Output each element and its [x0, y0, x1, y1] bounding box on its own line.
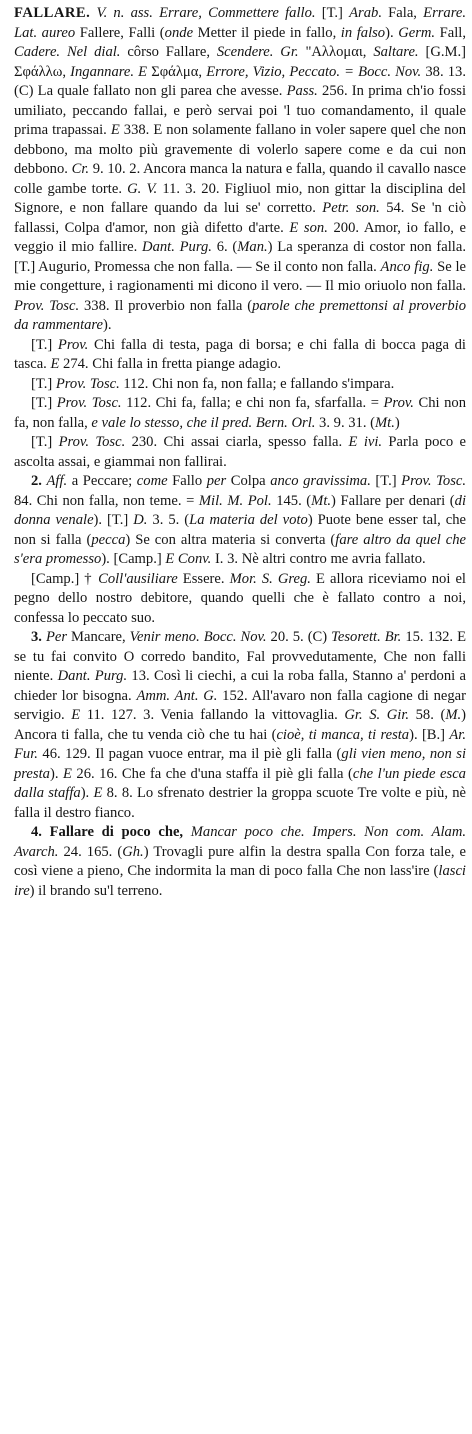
sense-4-paragraph	[14, 823, 466, 901]
text-run: ). [T.]	[93, 512, 134, 528]
italic-run: Ingannare. E	[70, 63, 148, 80]
italic-run: Anco fig.	[380, 258, 434, 275]
italic-run: Prov. Tosc.	[58, 434, 126, 450]
text-run: 15. 132. E se tu fai convito O corredo bandito, Fal provvedutamente, Che non falli niente.	[14, 629, 466, 684]
italic-run: Prov.	[57, 336, 89, 353]
headword: FALLARE.	[14, 5, 91, 21]
italic-run: E ivi.	[348, 434, 383, 450]
proverb-paragraph	[14, 433, 466, 472]
italic-run: lasci ire	[14, 863, 466, 899]
text-run: Se le mie congetture, i ragionamenti mi dicono il vero. — Il mio oriuolo non falla.	[14, 258, 466, 294]
italic-run: Gh.	[122, 843, 144, 860]
text-run: I. 3. Nè altri contro me avria fallato.	[211, 551, 426, 567]
italic-run: Gr. S. Gir.	[344, 707, 410, 723]
text-run: [T.]	[31, 336, 58, 353]
text-run: [G.M.] Σφάλλω,	[14, 44, 466, 80]
italic-run: D.	[133, 512, 148, 528]
sense-2-paragraph	[14, 472, 466, 570]
italic-run: che l'un piede esca dalla staffa	[14, 765, 466, 801]
text-run: 3. 5. (	[147, 512, 190, 528]
text-run: Metter il piede in fallo,	[193, 24, 341, 41]
text-run: 26. 16. Che fa che d'una staffa il piè gli falla (	[71, 765, 353, 782]
text-run: 46. 129. Il pagan vuoce entrar, ma il piè gli falla (	[37, 746, 342, 762]
italic-run: Pass.	[286, 83, 318, 99]
italic-run: Cr.	[71, 161, 90, 177]
italic-run: Tesorett. Br.	[331, 629, 402, 645]
italic-run: La materia del voto	[189, 512, 308, 528]
italic-run: V. n. ass. Errare, Commettere fallo.	[96, 5, 316, 21]
text-run: Chi falla di testa, paga di borsa; e chi falla di bocca paga di tasca.	[14, 336, 466, 372]
text-run: ) Ancora ti falla, che tu venda ciò che tu hai (	[14, 707, 466, 743]
italic-run: di donna venale	[14, 492, 466, 528]
text-run: [T.]	[31, 375, 56, 392]
text-run: 6. (	[211, 239, 238, 255]
text-run: 152. All'avaro non falla cagione di negar servigio.	[14, 687, 466, 723]
text-run: ).	[80, 785, 94, 801]
italic-run: Errare. Lat. aureo	[14, 5, 466, 41]
text-run: [T.]	[31, 434, 59, 450]
italic-run: Saltare.	[373, 44, 419, 60]
italic-run: E Conv.	[165, 551, 212, 567]
italic-run: Arab.	[349, 5, 382, 21]
italic-run: Amm. Ant. G.	[136, 687, 218, 704]
text-run: Fala,	[381, 5, 424, 21]
text-run: Mancare,	[67, 629, 130, 645]
text-run: 230. Chi assai ciarla, spesso falla.	[125, 434, 349, 450]
italic-run: Dant. Purg.	[57, 668, 128, 684]
italic-run: E	[71, 707, 81, 723]
italic-run: Scendere. Gr.	[216, 44, 299, 60]
text-run: 200. Amor, io fallo, e veggio il mio fallire.	[14, 219, 467, 255]
entry-definition-paragraph	[14, 4, 466, 336]
italic-run: cioè, ti manca, ti resta	[276, 726, 410, 743]
italic-run: gli vien meno, non si presta	[14, 746, 466, 782]
italic-run: Ar. Fur.	[14, 726, 466, 762]
text-run: Σφάλμα,	[147, 63, 207, 80]
bold-run: 4. Fallare di poco che,	[31, 824, 191, 840]
text-run: ).	[103, 317, 112, 333]
text-run: ) Se con altra materia si converta (	[125, 531, 336, 548]
proverb-paragraph	[14, 375, 466, 395]
text-run: a Peccare;	[67, 473, 137, 489]
italic-run: Errore, Vizio, Peccato. = Bocc. Nov.	[206, 63, 422, 80]
italic-run: Coll'ausiliare	[98, 570, 178, 587]
italic-run: Mt.	[311, 492, 332, 509]
text-run: Fallo	[167, 473, 207, 489]
text-run: 84. Chi non falla, non teme. =	[14, 492, 199, 509]
text-run: ) Trovagli pure alfin la destra spalla Con forza tale, e così viene a pieno, Che indormita la man di poco falla Che non lass'ire (	[14, 843, 467, 879]
text-run: côrso Fallare,	[120, 44, 217, 60]
text-run: ). [Camp.]	[101, 551, 166, 567]
italic-run: Aff.	[46, 473, 68, 489]
text-run: ) Puote bene esser tal, che non si falla (	[14, 512, 467, 548]
bold-run: 3.	[31, 629, 46, 645]
text-run: ). [B.]	[409, 726, 450, 743]
text-run: 58. (	[409, 707, 446, 723]
italic-run: anco gravissima.	[270, 473, 371, 489]
italic-run: per	[206, 473, 227, 489]
italic-run: Prov. Tosc.	[55, 375, 120, 392]
text-run: ).	[385, 24, 399, 41]
text-run: 256. In prima ch'io fossi umiliato, peccando fallai, e però servai poi 'l tuo comandamento, il quale prima trapassai.	[14, 83, 466, 138]
text-run: 3. 9. 31. (	[315, 414, 375, 431]
italic-run: Cadere. Nel dial.	[14, 44, 121, 60]
text-run: 112. Chi fa, falla; e chi non fa, sfarfalla. =	[121, 395, 384, 411]
italic-run: E	[93, 785, 103, 801]
italic-run: Germ.	[398, 24, 436, 41]
italic-run: Petr. son.	[322, 200, 380, 216]
italic-run: Prov. Tosc.	[56, 395, 122, 411]
italic-run: E	[50, 356, 60, 372]
text-run: 38. 13. (C) La quale fallato non gli parea che avesse.	[14, 63, 466, 99]
text-run: 112. Chi non fa, non falla; e fallando s'impara.	[119, 375, 395, 392]
text-run: 145. (	[271, 492, 312, 509]
italic-run: Venir meno. Bocc. Nov.	[129, 629, 267, 645]
italic-run: Man.	[237, 239, 268, 255]
text-run: Colpa	[226, 473, 271, 489]
italic-run: parole che premettonsi al proverbio da rammentare	[14, 297, 467, 333]
italic-run: in falso	[340, 24, 386, 41]
italic-run: Prov. Tosc.	[14, 297, 80, 314]
text-run: Essere.	[177, 570, 230, 587]
text-run: ) Fallare per denari (	[331, 492, 455, 509]
text-run: [T.]	[370, 473, 402, 489]
text-run: 13. Così li ciechi, a cui la roba falla, Stanno a' perdoni a chieder lor bisogna.	[14, 668, 467, 704]
italic-run: E	[62, 765, 72, 782]
text-run: 11. 127. 3. Venia fallando la vittovaglia.	[80, 707, 345, 723]
italic-run: Mor. S. Greg.	[229, 570, 311, 587]
text-run: Fallere, Falli (	[75, 24, 165, 41]
italic-run: pecca	[91, 531, 126, 548]
text-run: 338. E non solamente fallano in voler sapere quel che non debbono, ma molto più gravemente di volerlo sapere come e da cui non debbono.	[14, 122, 466, 177]
italic-run: Mancar poco che. Impers. Non com. Alam. Avarch.	[14, 824, 467, 860]
text-run: 274. Chi falla in fretta piange adagio.	[59, 356, 282, 372]
text-run: 20. 5. (C)	[266, 629, 332, 645]
text-run: )	[394, 414, 400, 431]
text-run: [Camp.] †	[31, 570, 99, 587]
proverb-paragraph	[14, 336, 466, 375]
text-run: 338. Il proverbio non falla (	[79, 297, 253, 314]
text-run: Fall,	[435, 24, 466, 41]
bold-run: 2.	[31, 473, 47, 489]
italic-run: Mt.	[375, 414, 395, 431]
italic-run: Mil. M. Pol.	[198, 492, 272, 509]
text-run: 24. 165. (	[58, 843, 123, 860]
text-run: ) il brando su'l terreno.	[29, 882, 163, 899]
text-run: [T.]	[31, 395, 57, 411]
text-run: ) La speranza di costor non falla. [T.] Augurio, Promessa che non falla. — Se il conto non falla.	[14, 239, 466, 275]
italic-run: G. V.	[127, 180, 158, 197]
italic-run: E	[110, 122, 120, 138]
text-run: ).	[49, 765, 63, 782]
text-run: Chi non fa, non falla,	[14, 395, 466, 431]
italic-run: fare altro da quel che s'era promesso	[14, 531, 466, 567]
italic-run: Per	[45, 629, 68, 645]
text-run: 11. 3. 20. Figliuol mio, non gittar la disciplina del Signore, e non fallare quando da lui se' corretto.	[14, 180, 466, 216]
italic-run: come	[136, 473, 168, 489]
italic-run: Prov.	[383, 395, 414, 411]
italic-run: Prov. Tosc.	[401, 473, 467, 489]
text-run: 8. 8. Lo sfrenato destrier la groppa scuote Tre volte e più, nè falla il destro fianco.	[14, 785, 466, 821]
sense-3-paragraph	[14, 628, 466, 823]
text-run: "Αλλομαι,	[298, 44, 374, 60]
italic-run: Dant. Purg.	[142, 239, 212, 255]
text-run: E allora riceviamo noi el pegno dello nostro debitore, quando quelli che è fallato contro a noi, confessa lo peccato suo.	[14, 570, 466, 626]
auxiliary-usage-paragraph	[14, 570, 466, 629]
italic-run: M.	[445, 707, 462, 723]
italic-run: onde	[164, 24, 194, 41]
proverb-paragraph	[14, 394, 466, 433]
text-run: 54. Se 'n ciò fallassi, Colpa d'amor, non già difetto d'arte.	[14, 200, 466, 236]
text-run: Parla poco e ascolta assai, e giammai non fallirai.	[14, 434, 466, 470]
italic-run: E son.	[289, 219, 328, 236]
text-run: [T.]	[315, 5, 350, 21]
italic-run: e vale lo stesso, che il pred. Bern. Orl.	[91, 414, 316, 431]
text-run: 9. 10. 2. Ancora manca la natura e falla, quando il cavallo nasce colle gambe torte.	[14, 161, 466, 197]
